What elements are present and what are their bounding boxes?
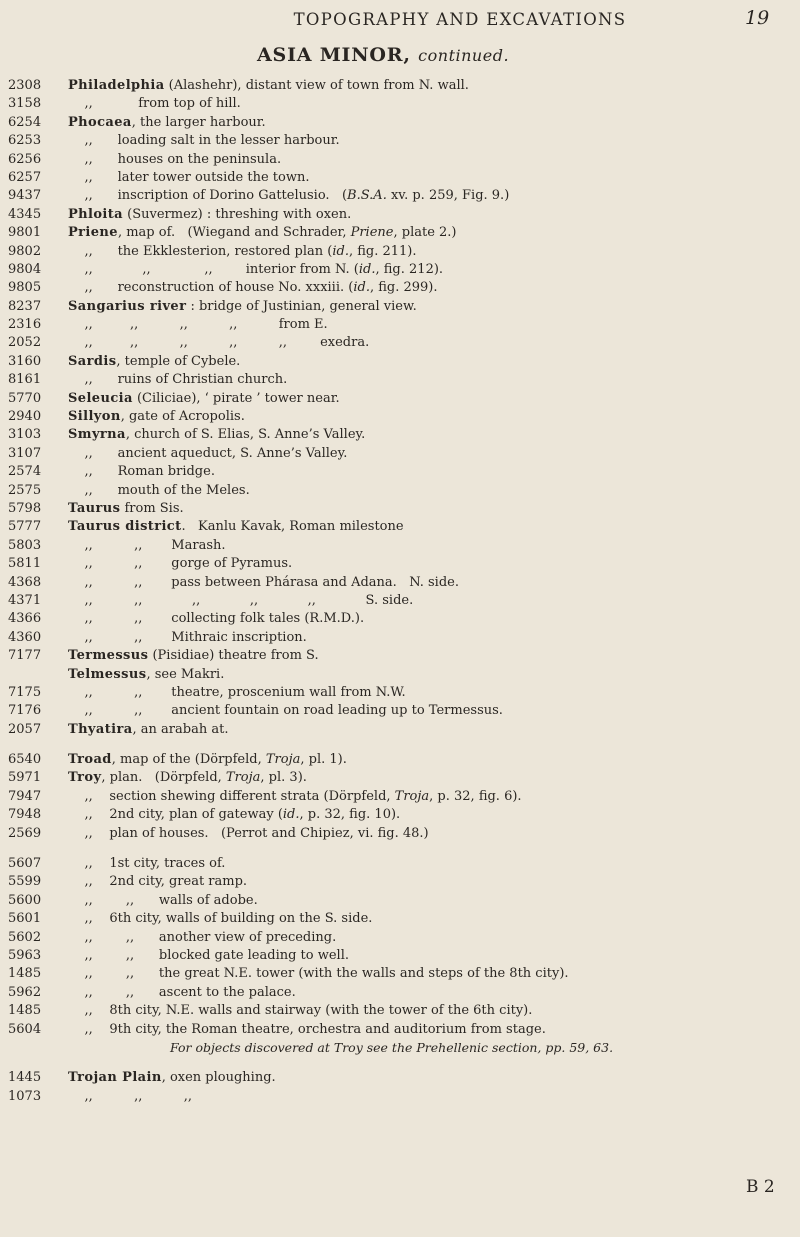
catalog-row <box>0 873 800 891</box>
catalog-row <box>0 1039 800 1057</box>
catalog-entry: Priene, map of. (Wiegand and Schrader, Priene, plate 2.) <box>68 225 457 241</box>
catalog-entry: ,, ,, ancient fountain on road leading up to Termessus. <box>68 703 503 719</box>
catalog-number: 5803 <box>8 537 42 553</box>
catalog-number: 2052 <box>8 335 42 351</box>
catalog-entry: ,, ,, walls of adobe. <box>68 892 258 908</box>
catalog-number: 1073 <box>8 1088 42 1104</box>
catalog-entry: ,, reconstruction of house No. xxxiii. (id., fig. 299). <box>68 280 438 296</box>
catalog-number: 6540 <box>8 752 42 768</box>
catalog-entry: Smyrna, church of S. Elias, S. Anne’s Valley. <box>68 427 366 443</box>
catalog-number: 6256 <box>8 151 42 167</box>
catalog-row <box>0 1088 800 1106</box>
catalog-row <box>0 684 800 702</box>
catalog-entry: ,, ,, gorge of Pyramus. <box>68 556 293 572</box>
catalog-row <box>0 224 800 242</box>
catalog-row <box>0 261 800 279</box>
catalog-entry: Seleucia (Ciliciae), ‘ pirate ’ tower near. <box>68 390 340 406</box>
catalog-entry: Troy, plan. (Dörpfeld, Troja, pl. 3). <box>68 770 307 786</box>
catalog-row <box>0 947 800 965</box>
catalog-number: 1485 <box>8 1003 42 1019</box>
catalog-entry: ,, 8th city, N.E. walls and stairway (with the tower of the 6th city). <box>68 1003 533 1019</box>
catalog-row <box>0 929 800 947</box>
catalog-number: 5962 <box>8 984 42 1000</box>
catalog-entry: ,, plan of houses. (Perrot and Chipiez, vi. fig. 48.) <box>68 825 429 841</box>
section-title <box>257 44 509 66</box>
catalog-entry: ,, ,, ,, ,, ,, S. side. <box>68 592 414 608</box>
catalog-number: 6257 <box>8 169 42 185</box>
catalog-row <box>0 555 800 573</box>
catalog-number: 2575 <box>8 482 42 498</box>
catalog-row <box>0 426 800 444</box>
catalog-row <box>0 666 800 684</box>
catalog-entry: Telmessus, see Makri. <box>68 666 225 682</box>
catalog-entry: ,, the Ekklesterion, restored plan (id., fig. 211). <box>68 243 417 259</box>
catalog-entry: ,, mouth of the Meles. <box>68 482 250 498</box>
catalog-entry: Phocaea, the larger harbour. <box>68 114 266 130</box>
catalog-entry: ,, ,, collecting folk tales (R.M.D.). <box>68 611 365 627</box>
catalog-row <box>0 114 800 132</box>
catalog-entry: ,, from top of hill. <box>68 96 241 112</box>
catalog-note: For objects discovered at Troy see the Prehellenic section, pp. 59, 63. <box>170 1039 614 1055</box>
catalog-number: 8161 <box>8 372 42 388</box>
catalog-number: 5604 <box>8 1021 42 1037</box>
catalog-row <box>0 482 800 500</box>
catalog-row <box>0 721 800 739</box>
catalog-number: 7176 <box>8 703 42 719</box>
catalog-row <box>0 592 800 610</box>
catalog-number: 9805 <box>8 280 42 296</box>
catalog-entry: ,, ,, ,, <box>68 1088 192 1104</box>
catalog-entry: ,, ,, Marash. <box>68 537 226 553</box>
catalog-number: 3107 <box>8 445 42 461</box>
catalog-row <box>0 892 800 910</box>
catalog-row <box>0 825 800 843</box>
catalog-row <box>0 1069 800 1087</box>
running-head: TOPOGRAPHY AND EXCAVATIONS <box>293 10 627 29</box>
catalog-row <box>0 537 800 555</box>
page-number: 19 <box>745 7 770 29</box>
catalog-entry: ,, 9th city, the Roman theatre, orchestra and auditorium from stage. <box>68 1021 546 1037</box>
section-title-text: ASIA MINOR, <box>257 44 411 66</box>
catalog-entry: ,, ruins of Christian church. <box>68 372 288 388</box>
catalog-row <box>0 132 800 150</box>
catalog-number: 5607 <box>8 856 42 872</box>
catalog-entry: ,, ,, pass between Phárasa and Adana. N. side. <box>68 574 459 590</box>
catalog-row <box>0 463 800 481</box>
catalog-number: 9804 <box>8 261 42 277</box>
catalog-number: 1485 <box>8 966 42 982</box>
catalog-row <box>0 169 800 187</box>
catalog-row <box>0 751 800 769</box>
catalog-entry: Sillyon, gate of Acropolis. <box>68 409 245 425</box>
catalog-list <box>0 77 800 1106</box>
catalog-number: 9437 <box>8 188 42 204</box>
catalog-number: 3103 <box>8 427 42 443</box>
catalog-entry: ,, ,, ascent to the palace. <box>68 984 296 1000</box>
catalog-number: 5602 <box>8 929 42 945</box>
catalog-row <box>0 788 800 806</box>
catalog-number: 7175 <box>8 684 42 700</box>
catalog-row <box>0 855 800 873</box>
catalog-number: 5600 <box>8 892 42 908</box>
catalog-row <box>0 316 800 334</box>
catalog-entry: ,, 6th city, walls of building on the S. side. <box>68 911 373 927</box>
catalog-entry: Phloita (Suvermez) : threshing with oxen. <box>68 206 352 222</box>
catalog-row <box>0 95 800 113</box>
catalog-entry: ,, ,, another view of preceding. <box>68 929 337 945</box>
catalog-entry: Taurus district. Kanlu Kavak, Roman milestone <box>68 519 404 535</box>
catalog-number: 4360 <box>8 629 42 645</box>
catalog-entry: ,, ,, Mithraic inscription. <box>68 629 307 645</box>
catalog-row <box>0 77 800 95</box>
catalog-number: 9802 <box>8 243 42 259</box>
catalog-row <box>0 647 800 665</box>
catalog-row <box>0 279 800 297</box>
catalog-entry: Trojan Plain, oxen ploughing. <box>68 1070 276 1086</box>
catalog-number: 2574 <box>8 464 42 480</box>
catalog-entry: ,, Roman bridge. <box>68 464 215 480</box>
catalog-number: 4368 <box>8 574 42 590</box>
catalog-entry: ,, section shewing different strata (Dörpfeld, Troja, p. 32, fig. 6). <box>68 788 522 804</box>
catalog-number: 5798 <box>8 500 42 516</box>
catalog-number: 6253 <box>8 133 42 149</box>
catalog-number: 5777 <box>8 519 42 535</box>
catalog-entry: Taurus from Sis. <box>68 500 184 516</box>
catalog-row <box>0 445 800 463</box>
catalog-entry: ,, ,, ,, ,, from E. <box>68 317 328 333</box>
catalog-row <box>0 806 800 824</box>
catalog-row <box>0 408 800 426</box>
spacer <box>0 739 800 751</box>
catalog-number: 2940 <box>8 409 42 425</box>
catalog-number: 9801 <box>8 225 42 241</box>
spacer <box>0 1057 800 1069</box>
catalog-row <box>0 965 800 983</box>
catalog-number: 4366 <box>8 611 42 627</box>
catalog-number: 3158 <box>8 96 42 112</box>
catalog-entry: Thyatira, an arabah at. <box>68 721 229 737</box>
catalog-entry: Troad, map of the (Dörpfeld, Troja, pl. 1). <box>68 752 347 768</box>
spacer <box>0 843 800 855</box>
catalog-entry: ,, ,, ,, ,, ,, exedra. <box>68 335 370 351</box>
catalog-row <box>0 243 800 261</box>
catalog-row <box>0 206 800 224</box>
catalog-row <box>0 353 800 371</box>
catalog-entry: ,, ,, the great N.E. tower (with the walls and steps of the 8th city). <box>68 966 569 982</box>
catalog-row <box>0 610 800 628</box>
catalog-number: 2308 <box>8 78 42 93</box>
catalog-number: 2316 <box>8 317 42 333</box>
catalog-number: 2057 <box>8 721 42 737</box>
catalog-entry: ,, 2nd city, great ramp. <box>68 874 248 890</box>
catalog-number: 1445 <box>8 1070 42 1086</box>
catalog-number: 5601 <box>8 911 42 927</box>
catalog-entry: Sardis, temple of Cybele. <box>68 353 241 369</box>
catalog-number: 7947 <box>8 788 42 804</box>
catalog-row <box>0 984 800 1002</box>
catalog-entry: ,, later tower outside the town. <box>68 169 310 185</box>
catalog-entry: ,, 2nd city, plan of gateway (id., p. 32, fig. 10). <box>68 807 401 823</box>
catalog-entry: Philadelphia (Alashehr), distant view of town from N. wall. <box>68 78 469 93</box>
catalog-row <box>0 187 800 205</box>
catalog-row <box>0 371 800 389</box>
catalog-entry: ,, houses on the peninsula. <box>68 151 282 167</box>
catalog-row <box>0 390 800 408</box>
catalog-entry: ,, ,, blocked gate leading to well. <box>68 947 350 963</box>
catalog-row <box>0 334 800 352</box>
catalog-entry: ,, ancient aqueduct, S. Anne’s Valley. <box>68 445 348 461</box>
catalog-number: 3160 <box>8 353 42 369</box>
catalog-entry: Sangarius river : bridge of Justinian, general view. <box>68 298 417 314</box>
catalog-entry: ,, loading salt in the lesser harbour. <box>68 133 340 149</box>
catalog-entry: ,, ,, theatre, proscenium wall from N.W. <box>68 684 406 700</box>
catalog-entry: Termessus (Pisidiae) theatre from S. <box>68 648 319 664</box>
catalog-number: 5963 <box>8 947 42 963</box>
catalog-number: 7177 <box>8 648 42 664</box>
catalog-number: 7948 <box>8 807 42 823</box>
catalog-row <box>0 298 800 316</box>
catalog-row <box>0 629 800 647</box>
catalog-number: 5971 <box>8 770 42 786</box>
catalog-row <box>0 500 800 518</box>
section-continued: continued. <box>418 46 510 65</box>
catalog-entry: ,, ,, ,, interior from N. (id., fig. 212). <box>68 261 444 277</box>
signature-mark: B 2 <box>746 1177 775 1197</box>
catalog-entry: ,, inscription of Dorino Gattelusio. (B.S.A. xv. p. 259, Fig. 9.) <box>68 188 510 204</box>
catalog-row <box>0 518 800 536</box>
catalog-row <box>0 574 800 592</box>
catalog-number: 6254 <box>8 114 42 130</box>
catalog-number: 5599 <box>8 874 42 890</box>
catalog-row <box>0 769 800 787</box>
catalog-entry: ,, 1st city, traces of. <box>68 856 226 872</box>
catalog-row <box>0 910 800 928</box>
catalog-row <box>0 151 800 169</box>
catalog-row <box>0 1002 800 1020</box>
catalog-number: 5770 <box>8 390 42 406</box>
catalog-number: 8237 <box>8 298 42 314</box>
catalog-number: 4371 <box>8 592 42 608</box>
catalog-number: 5811 <box>8 556 42 572</box>
catalog-row <box>0 702 800 720</box>
catalog-number: 4345 <box>8 206 42 222</box>
catalog-row <box>0 1021 800 1039</box>
catalog-number: 2569 <box>8 825 42 841</box>
